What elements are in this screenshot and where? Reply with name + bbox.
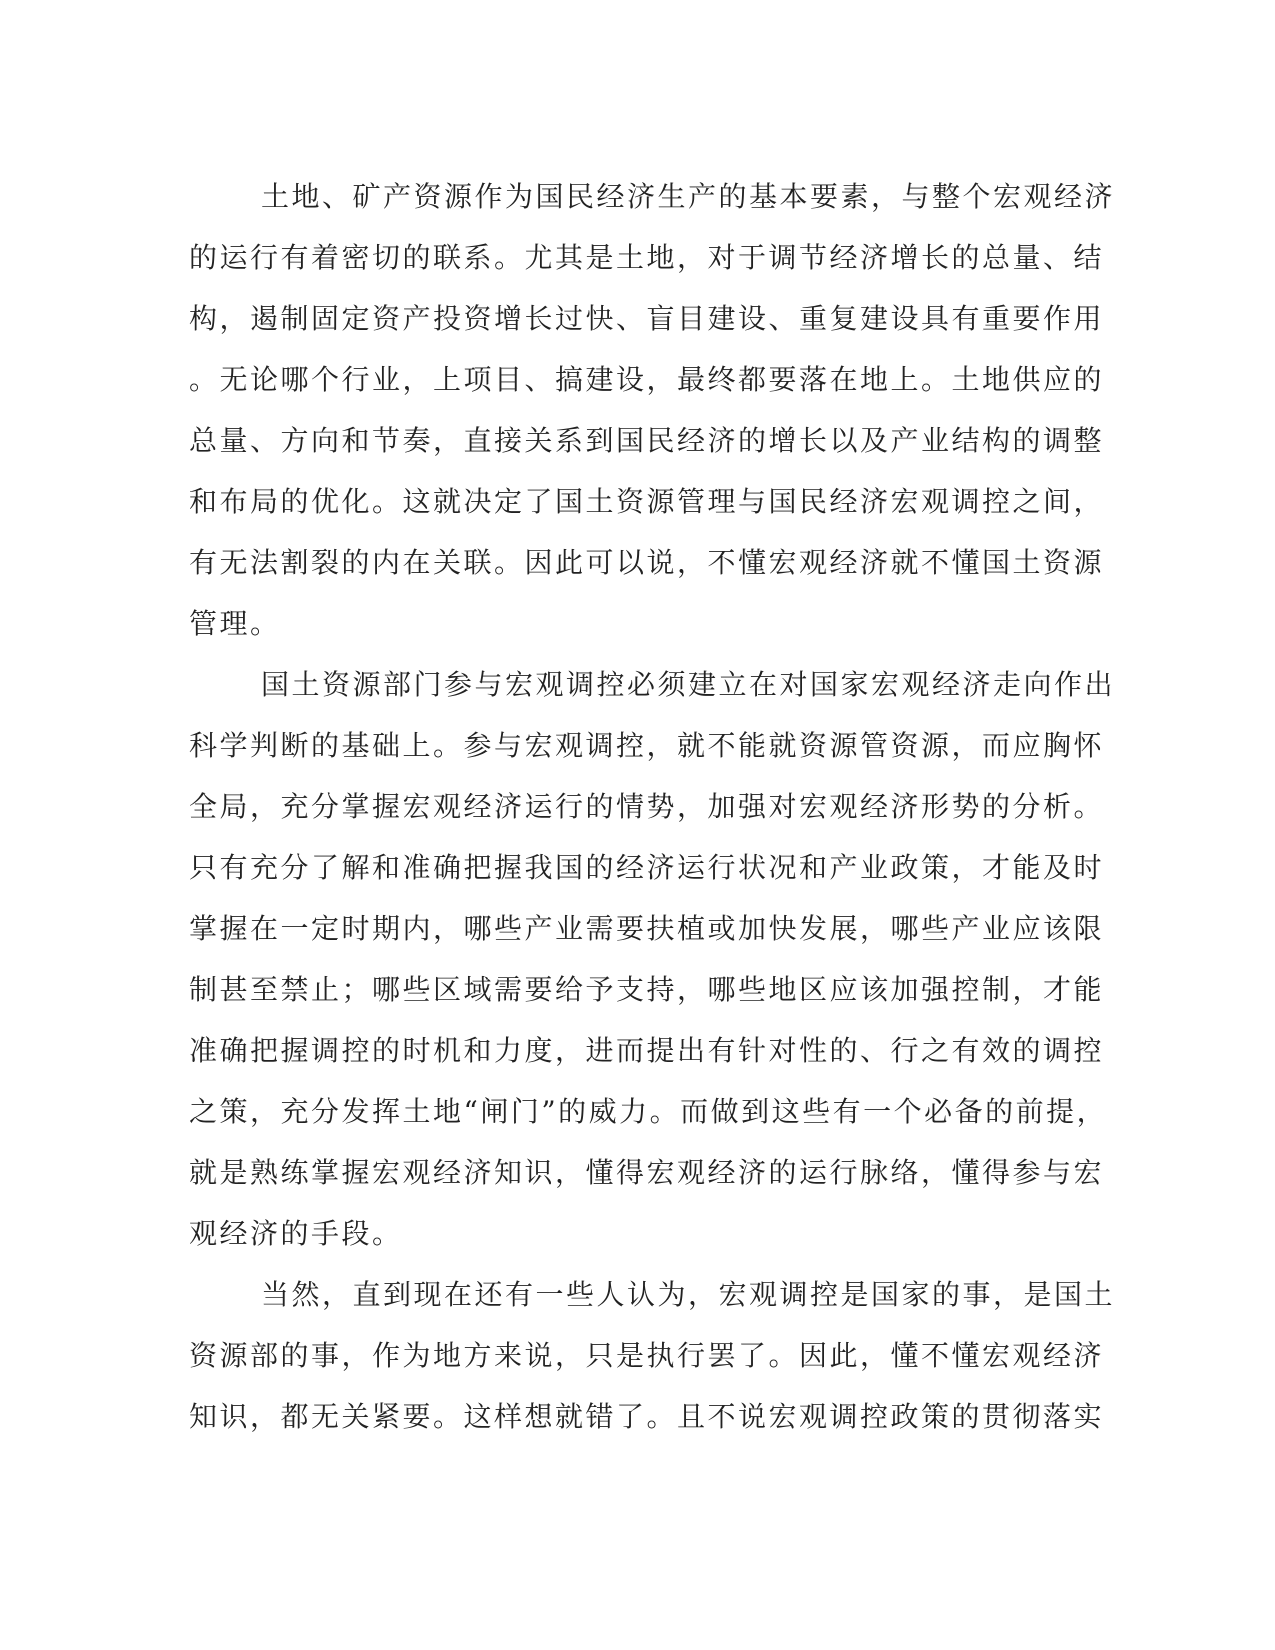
text-line: 的运行有着密切的联系。尤其是土地，对于调节经济增长的总量、结 bbox=[189, 241, 1105, 274]
text-line: 之策，充分发挥土地“闸门”的威力。而做到这些有一个必备的前提， bbox=[189, 1095, 1108, 1128]
text-line: 科学判断的基础上。参与宏观调控，就不能就资源管资源，而应胸怀 bbox=[189, 729, 1105, 762]
body-text bbox=[189, 166, 1116, 1447]
text-line: 土地、矿产资源作为国民经济生产的基本要素，与整个宏观经济 bbox=[261, 180, 1116, 213]
paragraph-1 bbox=[189, 166, 1116, 654]
text-line: 管理。 bbox=[189, 607, 281, 640]
text-line: 国土资源部门参与宏观调控必须建立在对国家宏观经济走向作出 bbox=[261, 668, 1116, 701]
text-line: 准确把握调控的时机和力度，进而提出有针对性的、行之有效的调控 bbox=[189, 1034, 1105, 1067]
text-line: 资源部的事，作为地方来说，只是执行罢了。因此，懂不懂宏观经济 bbox=[189, 1339, 1105, 1372]
text-line: 总量、方向和节奏，直接关系到国民经济的增长以及产业结构的调整 bbox=[189, 424, 1105, 457]
text-line: 只有充分了解和准确把握我国的经济运行状况和产业政策，才能及时 bbox=[189, 851, 1105, 884]
text-line: 制甚至禁止；哪些区域需要给予支持，哪些地区应该加强控制，才能 bbox=[189, 973, 1105, 1006]
text-line: 当然，直到现在还有一些人认为，宏观调控是国家的事，是国土 bbox=[261, 1278, 1116, 1311]
paragraph-2 bbox=[189, 654, 1116, 1264]
text-line: 全局，充分掌握宏观经济运行的情势，加强对宏观经济形势的分析。 bbox=[189, 790, 1105, 823]
text-line: 有无法割裂的内在关联。因此可以说，不懂宏观经济就不懂国土资源 bbox=[189, 546, 1105, 579]
text-line: 。无论哪个行业，上项目、搞建设，最终都要落在地上。土地供应的 bbox=[189, 363, 1105, 396]
text-line: 和布局的优化。这就决定了国土资源管理与国民经济宏观调控之间， bbox=[189, 485, 1105, 518]
text-line: 知识，都无关紧要。这样想就错了。且不说宏观调控政策的贯彻落实 bbox=[189, 1400, 1105, 1433]
text-line: 观经济的手段。 bbox=[189, 1217, 403, 1250]
paragraph-3 bbox=[189, 1264, 1116, 1447]
text-line: 就是熟练掌握宏观经济知识，懂得宏观经济的运行脉络，懂得参与宏 bbox=[189, 1156, 1105, 1189]
text-line: 掌握在一定时期内，哪些产业需要扶植或加快发展，哪些产业应该限 bbox=[189, 912, 1105, 945]
text-line: 构，遏制固定资产投资增长过快、盲目建设、重复建设具有重要作用 bbox=[189, 302, 1105, 335]
